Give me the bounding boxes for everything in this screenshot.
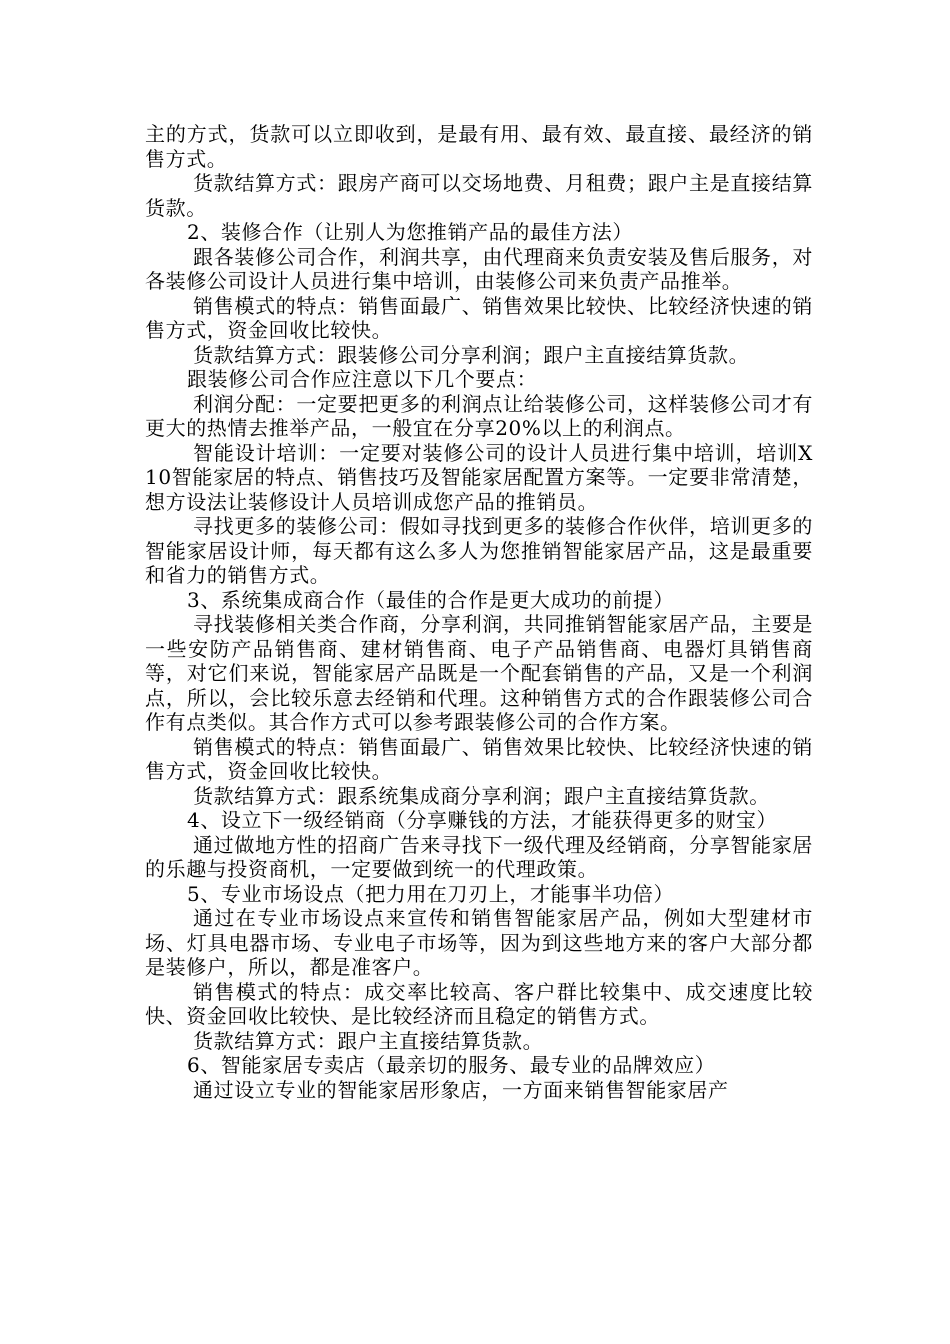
section-heading-2: 2、装修合作（让别人为您推销产品的最佳方法）: [187, 220, 633, 244]
paragraph-payment-method: 货款结算方式：跟户主直接结算货款。: [193, 1028, 544, 1053]
paragraph-sales-features: 销售模式的特点：成交率比较高、客户群比较集中、成交速度比较快、资金回收比较快、是比较经济而且稳定的销售方式。: [145, 979, 813, 1028]
paragraph-design-training: 智能设计培训：一定要对装修公司的设计人员进行集中培训，培训X10智能家居的特点、销售技巧及智能家居配置方案等。一定要非常清楚，想方设法让装修设计人员培训成您产品的推销员。: [145, 440, 813, 514]
paragraph-key-points: 跟装修公司合作应注意以下几个要点：: [187, 367, 538, 391]
paragraph-profit-distribution: 利润分配：一定要把更多的利润点让给装修公司，这样装修公司才有更大的热情去推举产品，一般宜在分享20%以上的利润点。: [145, 391, 813, 440]
section-heading-5: 5、专业市场设点（把力用在刀刃上，才能事半功倍）: [187, 881, 675, 906]
document-body: [145, 122, 813, 1102]
paragraph: 寻找装修相关类合作商，分享利润，共同推销智能家居产品，主要是一些安防产品销售商、建材销售商、电子产品销售商、电器灯具销售商等，对它们来说，智能家居产品既是一个配套销售的产品，又是一个利润点，所以，会比较乐意去经销和代理。这种销售方式的合作跟装修公司合作有点类似。其合作方式可以参考跟装修公司的合作方案。: [145, 612, 813, 734]
paragraph-find-partners: 寻找更多的装修公司：假如寻找到更多的装修合作伙伴，培训更多的智能家居设计师，每天都有这么多人为您推销智能家居产品，这是最重要和省力的销售方式。: [145, 514, 813, 587]
paragraph-payment-method: 货款结算方式：跟系统集成商分享利润；跟户主直接结算货款。: [193, 783, 770, 808]
section-heading-4: 4、设立下一级经销商（分享赚钱的方法，才能获得更多的财宝）: [187, 808, 778, 832]
section-heading-6: 6、智能家居专卖店（最亲切的服务、最专业的品牌效应）: [187, 1053, 716, 1077]
paragraph-sales-features: 销售模式的特点：销售面最广、销售效果比较快、比较经济快速的销售方式，资金回收比较快。: [145, 293, 813, 342]
paragraph-payment-method: 货款结算方式：跟房产商可以交场地费、月租费；跟户主是直接结算货款。: [145, 171, 813, 220]
paragraph-payment-method: 货款结算方式：跟装修公司分享利润；跟户主直接结算货款。: [193, 342, 750, 367]
paragraph-sales-features: 销售模式的特点：销售面最广、销售效果比较快、比较经济快速的销售方式，资金回收比较快。: [145, 734, 813, 783]
paragraph: 通过在专业市场设点来宣传和销售智能家居产品，例如大型建材市场、灯具电器市场、专业电子市场等，因为到这些地方来的客户大部分都是装修户，所以，都是准客户。: [145, 906, 813, 979]
section-heading-3: 3、系统集成商合作（最佳的合作是更大成功的前提）: [187, 587, 675, 612]
paragraph: 通过做地方性的招商广告来寻找下一级代理及经销商，分享智能家居的乐趣与投资商机，一定要做到统一的代理政策。: [145, 832, 813, 881]
paragraph: 跟各装修公司合作，利润共享，由代理商来负责安装及售后服务，对各装修公司设计人员进行集中培训，由装修公司来负责产品推举。: [145, 244, 813, 293]
paragraph-continuation: 主的方式，货款可以立即收到，是最有用、最有效、最直接、最经济的销售方式。: [145, 122, 813, 171]
paragraph: 通过设立专业的智能家居形象店，一方面来销售智能家居产: [193, 1077, 729, 1102]
